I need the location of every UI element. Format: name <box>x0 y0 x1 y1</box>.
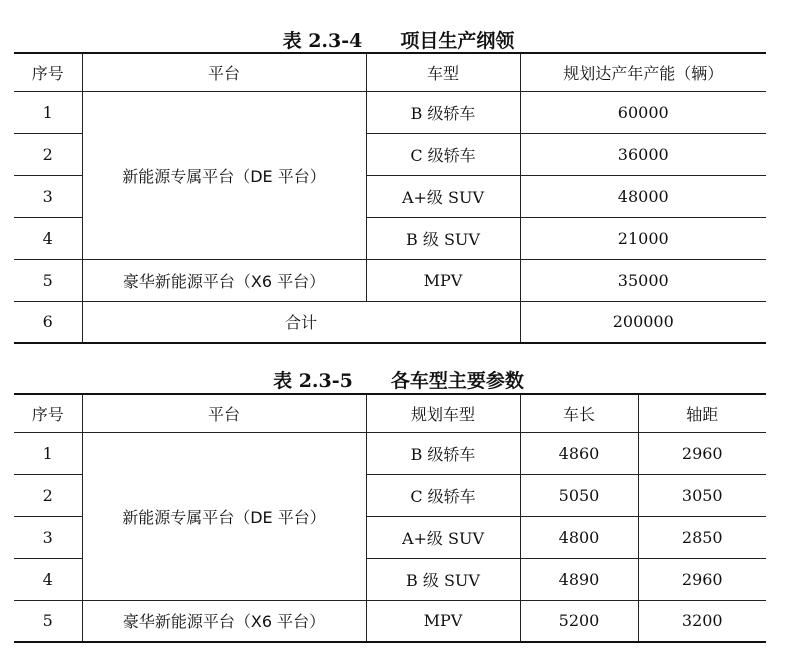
table-row <box>14 91 766 133</box>
total-no: 6 <box>14 301 82 343</box>
header-wheelbase: 轴距 <box>638 394 766 432</box>
total-row <box>14 301 766 343</box>
table-row <box>14 600 766 642</box>
model-parameters-table <box>14 393 766 643</box>
table1-caption-number: 表 2.3-4 <box>282 30 363 52</box>
table-row <box>14 259 766 301</box>
row-model: B 级 SUV <box>366 217 520 259</box>
table2-caption-title: 各车型主要参数 <box>390 370 524 392</box>
row-model: MPV <box>366 600 520 642</box>
row-model: B 级 SUV <box>366 558 520 600</box>
row-length: 4890 <box>520 558 638 600</box>
table1-header-row <box>14 53 766 91</box>
row-model: C 级轿车 <box>366 474 520 516</box>
row-no: 4 <box>14 558 82 600</box>
table-row <box>14 432 766 474</box>
row-no: 3 <box>14 516 82 558</box>
header-model: 车型 <box>366 53 520 91</box>
row-no: 1 <box>14 91 82 133</box>
row-wheelbase: 3050 <box>638 474 766 516</box>
row-model: MPV <box>366 259 520 301</box>
table2-header-row <box>14 394 766 432</box>
row-wheelbase: 2960 <box>638 558 766 600</box>
row-no: 5 <box>14 259 82 301</box>
row-model: B 级轿车 <box>366 91 520 133</box>
row-length: 4860 <box>520 432 638 474</box>
row-no: 4 <box>14 217 82 259</box>
row-no: 5 <box>14 600 82 642</box>
row-no: 2 <box>14 133 82 175</box>
row-model: A+级 SUV <box>366 516 520 558</box>
row-length: 4800 <box>520 516 638 558</box>
production-program-table <box>14 52 766 344</box>
header-platform: 平台 <box>82 394 366 432</box>
header-capacity: 规划达产年产能（辆） <box>520 53 766 91</box>
platform-x6-cell: 豪华新能源平台（X6 平台） <box>82 600 366 642</box>
platform-de-cell: 新能源专属平台（DE 平台） <box>82 432 366 600</box>
header-model: 规划车型 <box>366 394 520 432</box>
platform-de-cell: 新能源专属平台（DE 平台） <box>82 91 366 259</box>
header-platform: 平台 <box>82 53 366 91</box>
header-length: 车长 <box>520 394 638 432</box>
row-capacity: 21000 <box>520 217 766 259</box>
row-wheelbase: 2850 <box>638 516 766 558</box>
row-model: A+级 SUV <box>366 175 520 217</box>
row-length: 5200 <box>520 600 638 642</box>
table1-caption-title: 项目生产纲领 <box>400 30 515 52</box>
row-capacity: 35000 <box>520 259 766 301</box>
row-capacity: 60000 <box>520 91 766 133</box>
row-wheelbase: 3200 <box>638 600 766 642</box>
row-capacity: 48000 <box>520 175 766 217</box>
row-capacity: 36000 <box>520 133 766 175</box>
table1-caption <box>0 26 797 53</box>
header-no: 序号 <box>14 53 82 91</box>
row-length: 5050 <box>520 474 638 516</box>
row-model: B 级轿车 <box>366 432 520 474</box>
table2-caption-number: 表 2.3-5 <box>273 370 353 392</box>
row-model: C 级轿车 <box>366 133 520 175</box>
row-no: 1 <box>14 432 82 474</box>
platform-x6-cell: 豪华新能源平台（X6 平台） <box>82 259 366 301</box>
header-no: 序号 <box>14 394 82 432</box>
table2-caption <box>0 366 797 393</box>
row-no: 2 <box>14 474 82 516</box>
total-capacity: 200000 <box>520 301 766 343</box>
row-no: 3 <box>14 175 82 217</box>
row-wheelbase: 2960 <box>638 432 766 474</box>
total-label: 合计 <box>82 301 520 343</box>
